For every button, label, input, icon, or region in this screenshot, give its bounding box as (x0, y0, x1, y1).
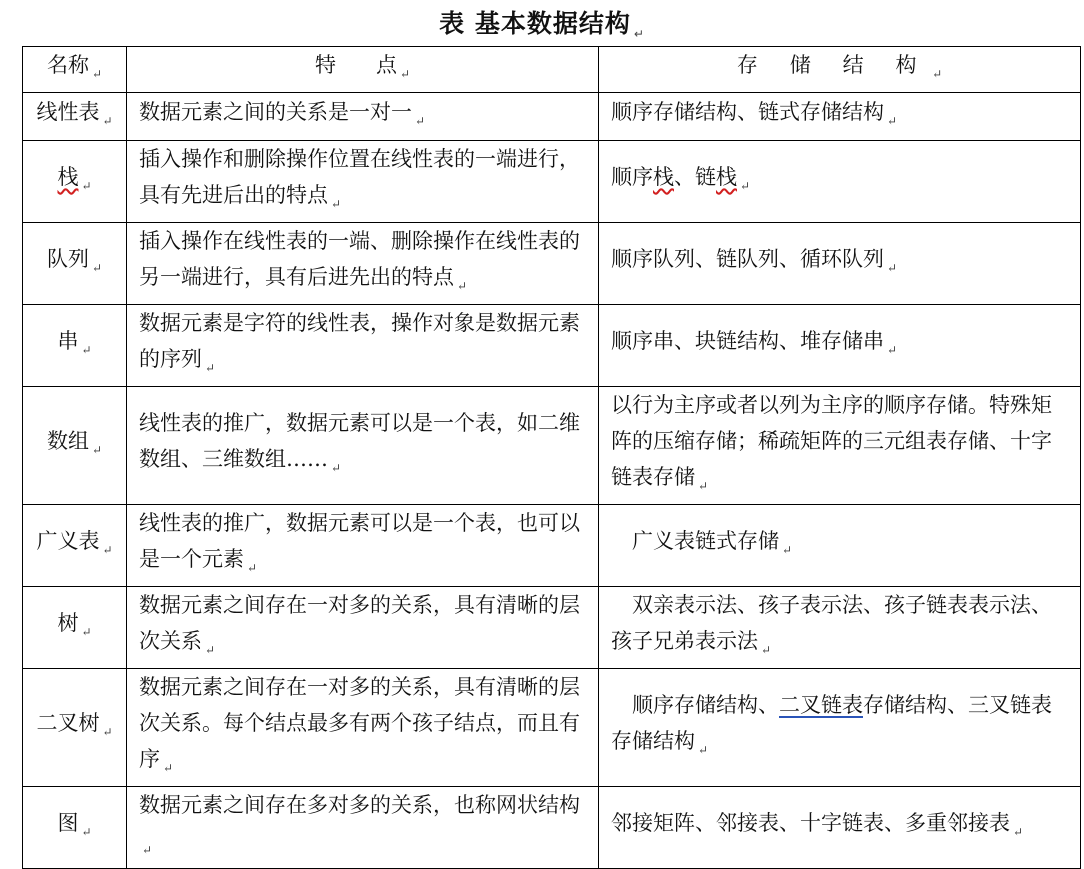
paragraph-mark-icon: ↵ (457, 279, 468, 293)
paragraph-mark-icon: ↵ (81, 825, 92, 839)
paragraph-mark-icon: ↵ (400, 67, 411, 81)
table-header-row (23, 47, 1081, 93)
row-name-cell: 数组 $_↵$ (23, 387, 127, 505)
header-features: 特 点 $_↵$ (127, 47, 599, 93)
row-name-cell (23, 141, 127, 223)
paragraph-mark-icon: ↵ (81, 179, 92, 193)
row-features-cell: 数据元素之间存在多对多的关系，也称网状结构$_↵$ (127, 787, 599, 869)
table-row (23, 387, 1081, 505)
table-row (23, 223, 1081, 305)
paragraph-mark-icon: ↵ (761, 643, 772, 657)
row-features-cell: 线性表的推广，数据元素可以是一个表，如二维数组、三维数组…… $_↵$ (127, 387, 599, 505)
row-features-cell: 数据元素之间存在一对多的关系，具有清晰的层次关系 $_↵$ (127, 587, 599, 669)
paragraph-mark-icon: ↵ (698, 479, 709, 493)
paragraph-mark-icon: ↵ (91, 443, 103, 457)
row-storage-cell: 双亲表示法、孩子表示法、孩子链表表示法、孩子兄弟表示法 $_↵$ (599, 587, 1081, 669)
spellcheck-underlined-text: 栈 (653, 165, 674, 189)
spellcheck-underlined-text: 栈 (716, 165, 737, 189)
paragraph-mark-icon: ↵ (887, 114, 898, 128)
row-features-cell: 插入操作和删除操作位置在线性表的一端进行，具有先进后出的特点 $_↵$ (127, 141, 599, 223)
table-row (23, 587, 1081, 669)
paragraph-mark-icon: ↵ (91, 261, 103, 275)
row-storage-cell: 广义表链式存储 $_↵$ (599, 505, 1081, 587)
paragraph-mark-icon: ↵ (633, 27, 645, 41)
paragraph-mark-icon: ↵ (1013, 825, 1024, 839)
paragraph-mark-icon: ↵ (331, 461, 342, 475)
table-row (23, 787, 1081, 869)
table-row (23, 505, 1081, 587)
paragraph-mark-icon: ↵ (102, 725, 113, 739)
paragraph-mark-icon: ↵ (91, 67, 103, 81)
row-storage-cell: 以行为主序或者以列为主序的顺序存储。特殊矩阵的压缩存储；稀疏矩阵的三元组表存储、十字链表存储 $_↵$ (599, 387, 1081, 505)
row-storage-cell: 顺序栈、链栈 $_↵$ (599, 141, 1081, 223)
grammar-underlined-text: 二叉链表 (779, 693, 863, 717)
row-storage-cell: 顺序队列、链队列、循环队列 $_↵$ (599, 223, 1081, 305)
table-row (23, 305, 1081, 387)
row-features-cell: 插入操作在线性表的一端、删除操作在线性表的另一端进行，具有后进先出的特点 $_↵$ (127, 223, 599, 305)
row-features-cell: 数据元素之间存在一对多的关系，具有清晰的层次关系。每个结点最多有两个孩子结点，而且有序 $_↵$ (127, 669, 599, 787)
row-name-cell: 队列 $_↵$ (23, 223, 127, 305)
row-name-cell: 串 $_↵$ (23, 305, 127, 387)
spellcheck-underlined-text: 栈 (57, 165, 79, 189)
paragraph-mark-icon: ↵ (782, 543, 793, 557)
paragraph-mark-icon: ↵ (81, 625, 92, 639)
paragraph-mark-icon: ↵ (81, 343, 92, 357)
row-features-cell: 数据元素是字符的线性表，操作对象是数据元素的序列 $_↵$ (127, 305, 599, 387)
paragraph-mark-icon: ↵ (415, 114, 426, 128)
paragraph-mark-icon: ↵ (205, 361, 216, 375)
row-name-cell: 广义表 $_↵$ (23, 505, 127, 587)
paragraph-mark-icon: ↵ (932, 67, 943, 81)
row-features-cell: 数据元素之间的关系是一对一 $_↵$ (127, 93, 599, 141)
row-storage-cell: 邻接矩阵、邻接表、十字链表、多重邻接表 $_↵$ (599, 787, 1081, 869)
row-storage-cell: 顺序串、块链结构、堆存储串 $_↵$ (599, 305, 1081, 387)
row-name-cell: 图 $_↵$ (23, 787, 127, 869)
row-features-cell: 线性表的推广，数据元素可以是一个表，也可以是一个元素 $_↵$ (127, 505, 599, 587)
paragraph-mark-icon: ↵ (887, 261, 898, 275)
paragraph-mark-icon: ↵ (163, 761, 174, 775)
page-title-text: 表 基本数据结构 (439, 9, 631, 38)
paragraph-mark-icon: ↵ (102, 114, 113, 128)
table-row (23, 669, 1081, 787)
row-storage-cell: 顺序存储结构、链式存储结构 $_↵$ (599, 93, 1081, 141)
header-name: 名称 $_↵$ (23, 47, 127, 93)
table-row (23, 141, 1081, 223)
paragraph-mark-icon: ↵ (205, 643, 216, 657)
data-structures-table (22, 46, 1081, 869)
paragraph-mark-icon: ↵ (247, 561, 258, 575)
paragraph-mark-icon: ↵ (887, 343, 898, 357)
table-row (23, 93, 1081, 141)
paragraph-mark-icon: ↵ (102, 543, 113, 557)
header-storage: 存 储 结 构 $_↵$ (599, 47, 1081, 93)
paragraph-mark-icon: ↵ (142, 843, 153, 857)
row-name-cell: 线性表 $_↵$ (23, 93, 127, 141)
row-storage-cell: 顺序存储结构、二叉链表存储结构、三叉链表存储结构 $_↵$ (599, 669, 1081, 787)
row-name-cell: 二叉树 $_↵$ (23, 669, 127, 787)
paragraph-mark-icon: ↵ (698, 743, 709, 757)
row-name-cell: 树 $_↵$ (23, 587, 127, 669)
paragraph-mark-icon: ↵ (331, 197, 342, 211)
paragraph-mark-icon: ↵ (740, 179, 751, 193)
